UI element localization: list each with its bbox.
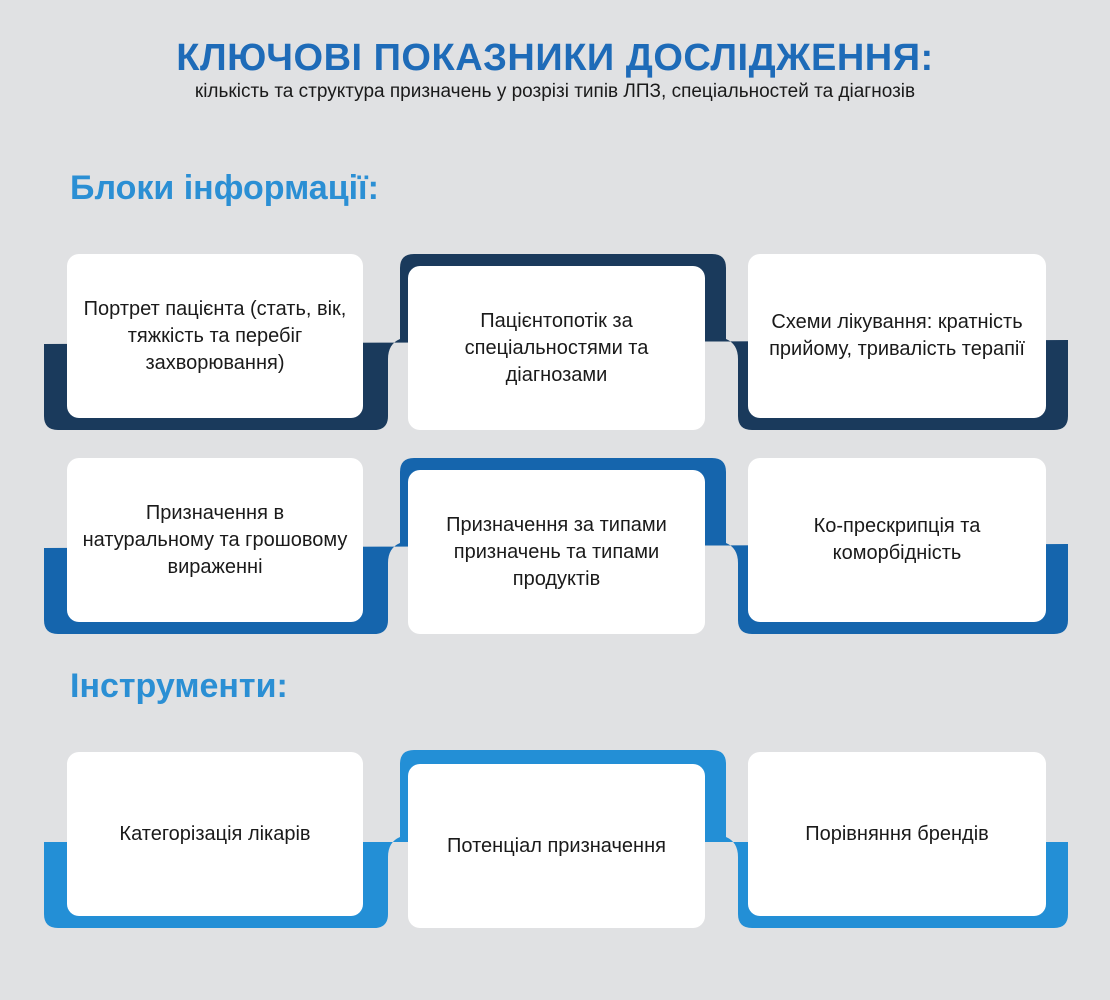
info-card-prescription-types: Призначення за типами призначень та типами продуктів bbox=[408, 470, 705, 634]
info-row-2 bbox=[44, 458, 1068, 636]
section-title-tools: Інструменти: bbox=[70, 667, 288, 705]
tool-card-brand-comparison: Порівняння брендів bbox=[748, 752, 1046, 916]
info-row-1 bbox=[44, 254, 1068, 432]
info-card-patient-portrait: Портрет пацієнта (стать, вік, тяжкість та перебіг захворювання) bbox=[67, 254, 363, 418]
page-title: КЛЮЧОВІ ПОКАЗНИКИ ДОСЛІДЖЕННЯ: bbox=[176, 37, 934, 79]
tools-row bbox=[44, 750, 1068, 930]
info-card-treatment-schemes: Схеми лікування: кратність прийому, тривалість терапії bbox=[748, 254, 1046, 418]
page-subtitle: кількість та структура призначень у розрізі типів ЛПЗ, спеціальностей та діагнозів bbox=[194, 81, 916, 102]
info-card-co-prescription: Ко-прескрипція та коморбідність bbox=[748, 458, 1046, 622]
tool-card-doctor-categorization: Категорізація лікарів bbox=[67, 752, 363, 916]
section-title-info-blocks: Блоки інформації: bbox=[70, 169, 379, 207]
info-card-patient-flow: Пацієнтопотік за спеціальностями та діагнозами bbox=[408, 266, 705, 430]
tool-card-prescription-potential: Потенціал призначення bbox=[408, 764, 705, 928]
info-card-natural-monetary: Призначення в натуральному та грошовому вираженні bbox=[67, 458, 363, 622]
